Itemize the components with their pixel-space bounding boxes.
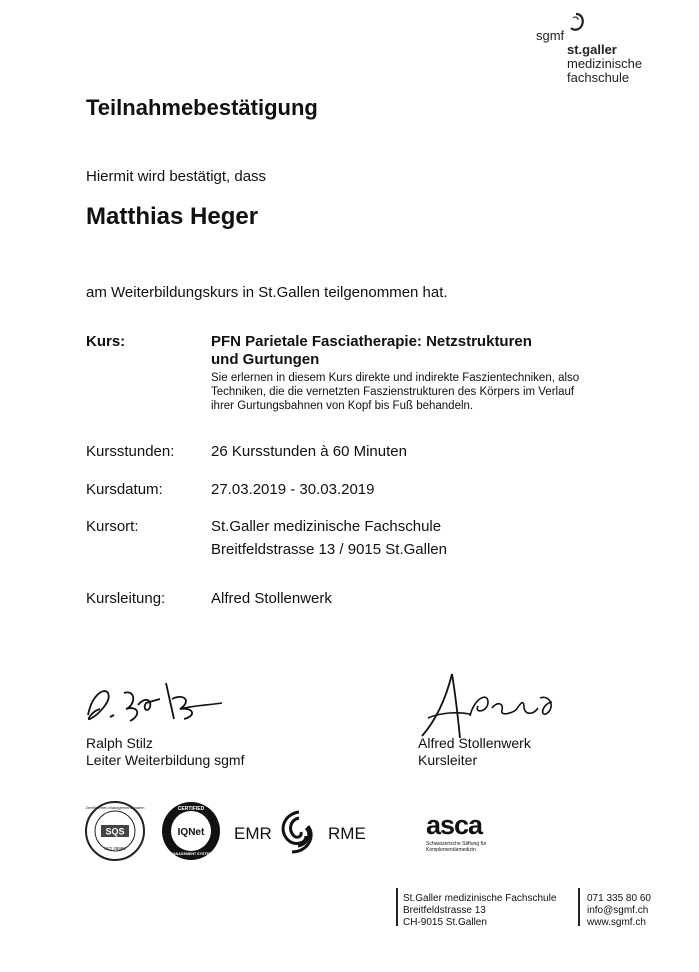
logo-line-1: st.galler bbox=[567, 42, 617, 57]
intro-text: Hiermit wird bestätigt, dass bbox=[86, 168, 267, 185]
footer-divider-right bbox=[578, 888, 580, 926]
logo-name bbox=[567, 43, 642, 85]
asca-sub-2: Komplementärmedizin bbox=[426, 847, 476, 853]
sqs-certification-logo bbox=[84, 800, 146, 862]
sqs-mid-text: SQS bbox=[105, 826, 125, 837]
course-description bbox=[211, 371, 621, 413]
signer-right-role: Kursleiter bbox=[418, 752, 478, 768]
footer-divider-left bbox=[396, 888, 398, 926]
signer-left-name: Ralph Stilz bbox=[86, 735, 153, 751]
date-label: Kursdatum: bbox=[86, 481, 163, 498]
course-desc-line-3: ihrer Gurtungsbahnen von Kopf bis Fuß behandeln. bbox=[211, 400, 474, 412]
footer-contact bbox=[587, 893, 651, 929]
course-title-line-2: und Gurtungen bbox=[211, 351, 320, 368]
signature-left-block bbox=[86, 735, 244, 769]
footer-address-line-3: CH-9015 St.Gallen bbox=[403, 917, 487, 928]
place-label: Kursort: bbox=[86, 518, 139, 535]
sgmf-logo-mark bbox=[565, 11, 587, 35]
signature-left bbox=[80, 675, 230, 730]
course-title bbox=[211, 333, 611, 369]
footer-address bbox=[403, 893, 556, 929]
emr-text: EMR bbox=[234, 824, 272, 843]
date-value: 27.03.2019 - 30.03.2019 bbox=[211, 481, 375, 498]
lead-label: Kursleitung: bbox=[86, 590, 166, 607]
emr-swirl-icon bbox=[283, 812, 311, 852]
hours-value: 26 Kursstunden à 60 Minuten bbox=[211, 443, 407, 460]
sqs-top-text: Zertifiziertes Managementsystem bbox=[85, 805, 145, 810]
footer-address-line-2: Breitfeldstrasse 13 bbox=[403, 905, 486, 916]
logo-line-2: medizinische bbox=[567, 56, 643, 71]
emr-rme-logo bbox=[232, 806, 366, 858]
participation-text: am Weiterbildungskurs in St.Gallen teilgenommen hat. bbox=[86, 284, 448, 301]
rme-text: RME bbox=[328, 824, 366, 843]
document-title: Teilnahmebestätigung bbox=[86, 95, 318, 120]
course-title-line-1: PFN Parietale Fasciatherapie: Netzstrukturen bbox=[211, 333, 532, 350]
place-line-2: Breitfeldstrasse 13 / 9015 St.Gallen bbox=[211, 541, 447, 558]
footer-phone: 071 335 80 60 bbox=[587, 893, 651, 904]
iqnet-mid-text: IQNet bbox=[177, 827, 205, 838]
logo-short: sgmf bbox=[536, 28, 565, 43]
footer-email: info@sgmf.ch bbox=[587, 905, 649, 916]
place-line-1: St.Galler medizinische Fachschule bbox=[211, 518, 442, 535]
course-label: Kurs: bbox=[86, 333, 126, 350]
asca-sub-1: Schweizerische Stiftung für bbox=[426, 841, 487, 847]
signer-right-name: Alfred Stollenwerk bbox=[418, 735, 531, 751]
course-desc-line-1: Sie erlernen in diesem Kurs direkte und indirekte Faszientechniken, also bbox=[211, 372, 580, 384]
footer-website: www.sgmf.ch bbox=[587, 917, 646, 928]
iqnet-top-text: CERTIFIED bbox=[177, 806, 205, 812]
signature-right-block bbox=[418, 735, 531, 769]
iqnet-certification-logo bbox=[160, 800, 222, 862]
hours-label: Kursstunden: bbox=[86, 443, 175, 460]
logo-line-3: fachschule bbox=[567, 70, 630, 85]
asca-logo bbox=[422, 808, 502, 858]
footer-address-line-1: St.Galler medizinische Fachschule bbox=[403, 893, 557, 904]
iqnet-bottom-text: MANAGEMENT SYSTEM bbox=[170, 852, 212, 856]
signer-left-role: Leiter Weiterbildung sgmf bbox=[86, 752, 245, 768]
asca-text: asca bbox=[426, 810, 483, 840]
sqs-bottom-text: ISO 29990 bbox=[104, 846, 126, 851]
course-desc-line-2: Techniken, die die vernetzten Faszienstrukturen des Körpers im Verlauf bbox=[211, 386, 575, 398]
participant-name: Matthias Heger bbox=[86, 203, 259, 230]
lead-value: Alfred Stollenwerk bbox=[211, 590, 332, 607]
